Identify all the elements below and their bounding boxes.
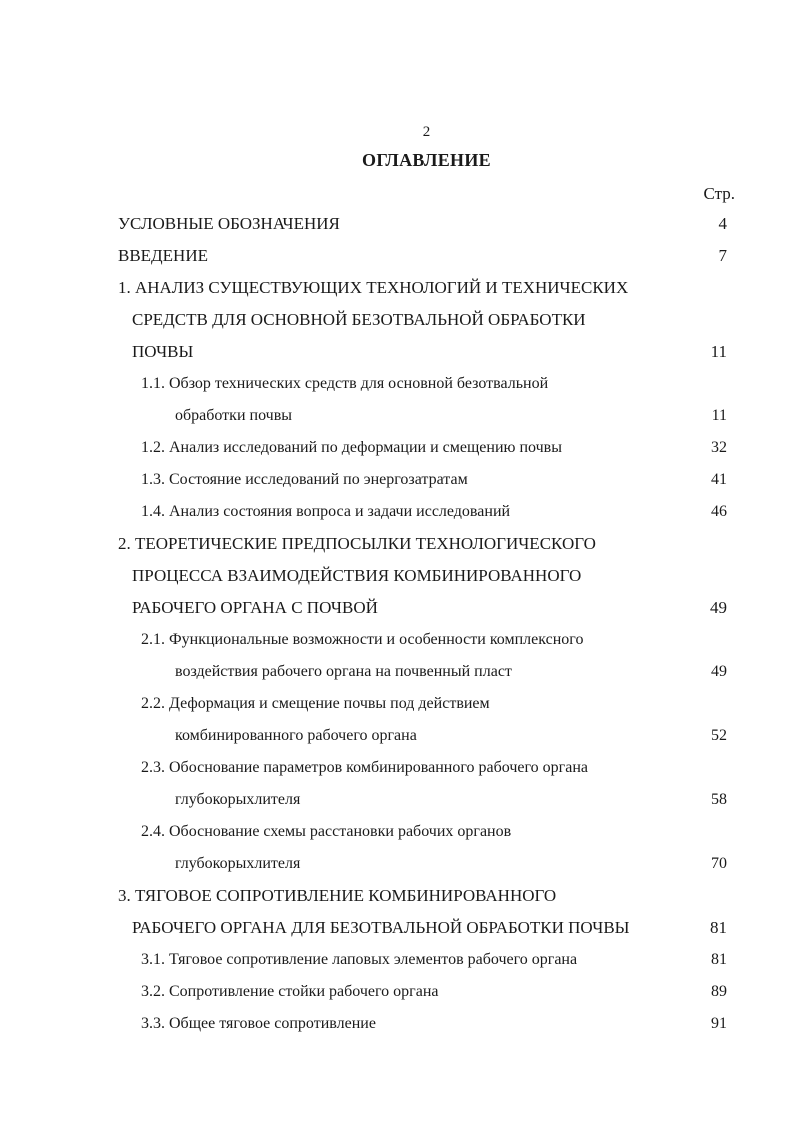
toc-entry bbox=[0, 496, 793, 528]
toc-entry bbox=[0, 272, 793, 368]
toc-page-number: 41 bbox=[711, 471, 727, 488]
toc-entry bbox=[0, 752, 793, 816]
toc-page-number: 49 bbox=[711, 663, 727, 680]
toc-entry-text: РАБОЧЕГО ОРГАНА С ПОЧВОЙ bbox=[132, 598, 378, 617]
toc-entry-text: 2.1. Функциональные возможности и особенности комплексного bbox=[141, 631, 584, 648]
toc-entry-text: 1.4. Анализ состояния вопроса и задачи исследований bbox=[141, 503, 511, 520]
toc-entry-text: воздействия рабочего органа на почвенный пласт bbox=[175, 663, 512, 680]
toc-line bbox=[0, 816, 793, 848]
toc-page-number: 91 bbox=[711, 1015, 727, 1032]
toc-entry-text: 1.1. Обзор технических средств для основной безотвальной bbox=[141, 375, 549, 392]
toc-page-number: 11 bbox=[711, 407, 727, 424]
table-of-contents bbox=[0, 208, 793, 1040]
toc-page-number: 11 bbox=[710, 342, 727, 361]
toc-line bbox=[0, 656, 793, 688]
toc-entry-text: СРЕДСТВ ДЛЯ ОСНОВНОЙ БЕЗОТВАЛЬНОЙ ОБРАБОТКИ bbox=[132, 310, 586, 329]
page-column-label: Стр. bbox=[703, 184, 735, 203]
toc-entry-text: 2.3. Обоснование параметров комбинированного рабочего органа bbox=[141, 759, 588, 776]
toc-entry-text: 1. АНАЛИЗ СУЩЕСТВУЮЩИХ ТЕХНОЛОГИЙ И ТЕХНИЧЕСКИХ bbox=[118, 278, 629, 297]
toc-page-number: 52 bbox=[711, 727, 727, 744]
toc-entry-text: ПОЧВЫ bbox=[132, 342, 194, 361]
toc-entry-text: 1.3. Состояние исследований по энергозатратам bbox=[141, 471, 468, 488]
toc-page-number: 70 bbox=[711, 855, 727, 872]
toc-entry-text: 3.3. Общее тяговое сопротивление bbox=[141, 1015, 376, 1032]
page-number: 2 bbox=[422, 124, 431, 140]
toc-entry-text: 3.2. Сопротивление стойки рабочего органа bbox=[141, 983, 439, 1000]
toc-entry bbox=[0, 464, 793, 496]
toc-entry-text: РАБОЧЕГО ОРГАНА ДЛЯ БЕЗОТВАЛЬНОЙ ОБРАБОТКИ ПОЧВЫ bbox=[132, 918, 630, 937]
toc-line bbox=[0, 1008, 793, 1040]
toc-line bbox=[0, 912, 793, 944]
toc-entry bbox=[0, 528, 793, 624]
toc-entry bbox=[0, 816, 793, 880]
toc-entry bbox=[0, 432, 793, 464]
toc-line bbox=[0, 752, 793, 784]
toc-entry-text: ВВЕДЕНИЕ bbox=[118, 246, 208, 265]
toc-entry bbox=[0, 1008, 793, 1040]
toc-page-number: 7 bbox=[718, 246, 727, 265]
toc-line bbox=[0, 272, 793, 304]
toc-entry-text: глубокорыхлителя bbox=[175, 855, 301, 872]
toc-entry bbox=[0, 240, 793, 272]
toc-entry-text: 3. ТЯГОВОЕ СОПРОТИВЛЕНИЕ КОМБИНИРОВАННОГО bbox=[118, 886, 557, 905]
toc-entry-text: ПРОЦЕССА ВЗАИМОДЕЙСТВИЯ КОМБИНИРОВАННОГО bbox=[132, 566, 582, 585]
toc-entry bbox=[0, 976, 793, 1008]
toc-line bbox=[0, 592, 793, 624]
toc-entry-text: 1.2. Анализ исследований по деформации и смещению почвы bbox=[141, 439, 562, 456]
toc-entry bbox=[0, 688, 793, 752]
toc-page-number: 81 bbox=[711, 951, 727, 968]
toc-entry bbox=[0, 880, 793, 944]
toc-line bbox=[0, 624, 793, 656]
toc-entry-text: УСЛОВНЫЕ ОБОЗНАЧЕНИЯ bbox=[118, 214, 340, 233]
toc-page-number: 89 bbox=[711, 983, 727, 1000]
toc-line bbox=[0, 336, 793, 368]
toc-entry bbox=[0, 208, 793, 240]
toc-entry-text: 2.4. Обоснование схемы расстановки рабочих органов bbox=[141, 823, 512, 840]
toc-entry-text: 3.1. Тяговое сопротивление лаповых элементов рабочего органа bbox=[141, 951, 578, 968]
toc-line bbox=[0, 784, 793, 816]
toc-line bbox=[0, 848, 793, 880]
toc-line bbox=[0, 944, 793, 976]
toc-line bbox=[0, 240, 793, 272]
toc-entry-text: глубокорыхлителя bbox=[175, 791, 301, 808]
toc-entry bbox=[0, 944, 793, 976]
toc-page-number: 32 bbox=[711, 439, 727, 456]
toc-page-number: 49 bbox=[710, 598, 727, 617]
toc-line bbox=[0, 400, 793, 432]
toc-line bbox=[0, 208, 793, 240]
toc-line bbox=[0, 528, 793, 560]
toc-line bbox=[0, 976, 793, 1008]
toc-line bbox=[0, 464, 793, 496]
toc-line bbox=[0, 688, 793, 720]
toc-line bbox=[0, 432, 793, 464]
toc-entry-text: 2. ТЕОРЕТИЧЕСКИЕ ПРЕДПОСЫЛКИ ТЕХНОЛОГИЧЕСКОГО bbox=[118, 534, 596, 553]
toc-page-number: 81 bbox=[710, 918, 727, 937]
toc-entry bbox=[0, 368, 793, 432]
toc-entry-text: обработки почвы bbox=[175, 407, 292, 424]
toc-line bbox=[0, 720, 793, 752]
toc-line bbox=[0, 304, 793, 336]
toc-entry-text: 2.2. Деформация и смещение почвы под действием bbox=[141, 695, 490, 712]
toc-page-number: 46 bbox=[711, 503, 727, 520]
toc-entry bbox=[0, 624, 793, 688]
toc-line bbox=[0, 560, 793, 592]
toc-line bbox=[0, 880, 793, 912]
toc-page-number: 4 bbox=[718, 214, 727, 233]
toc-line bbox=[0, 368, 793, 400]
toc-page-number: 58 bbox=[711, 791, 727, 808]
page-title: ОГЛАВЛЕНИЕ bbox=[362, 150, 491, 170]
toc-entry-text: комбинированного рабочего органа bbox=[175, 727, 417, 744]
toc-line bbox=[0, 496, 793, 528]
